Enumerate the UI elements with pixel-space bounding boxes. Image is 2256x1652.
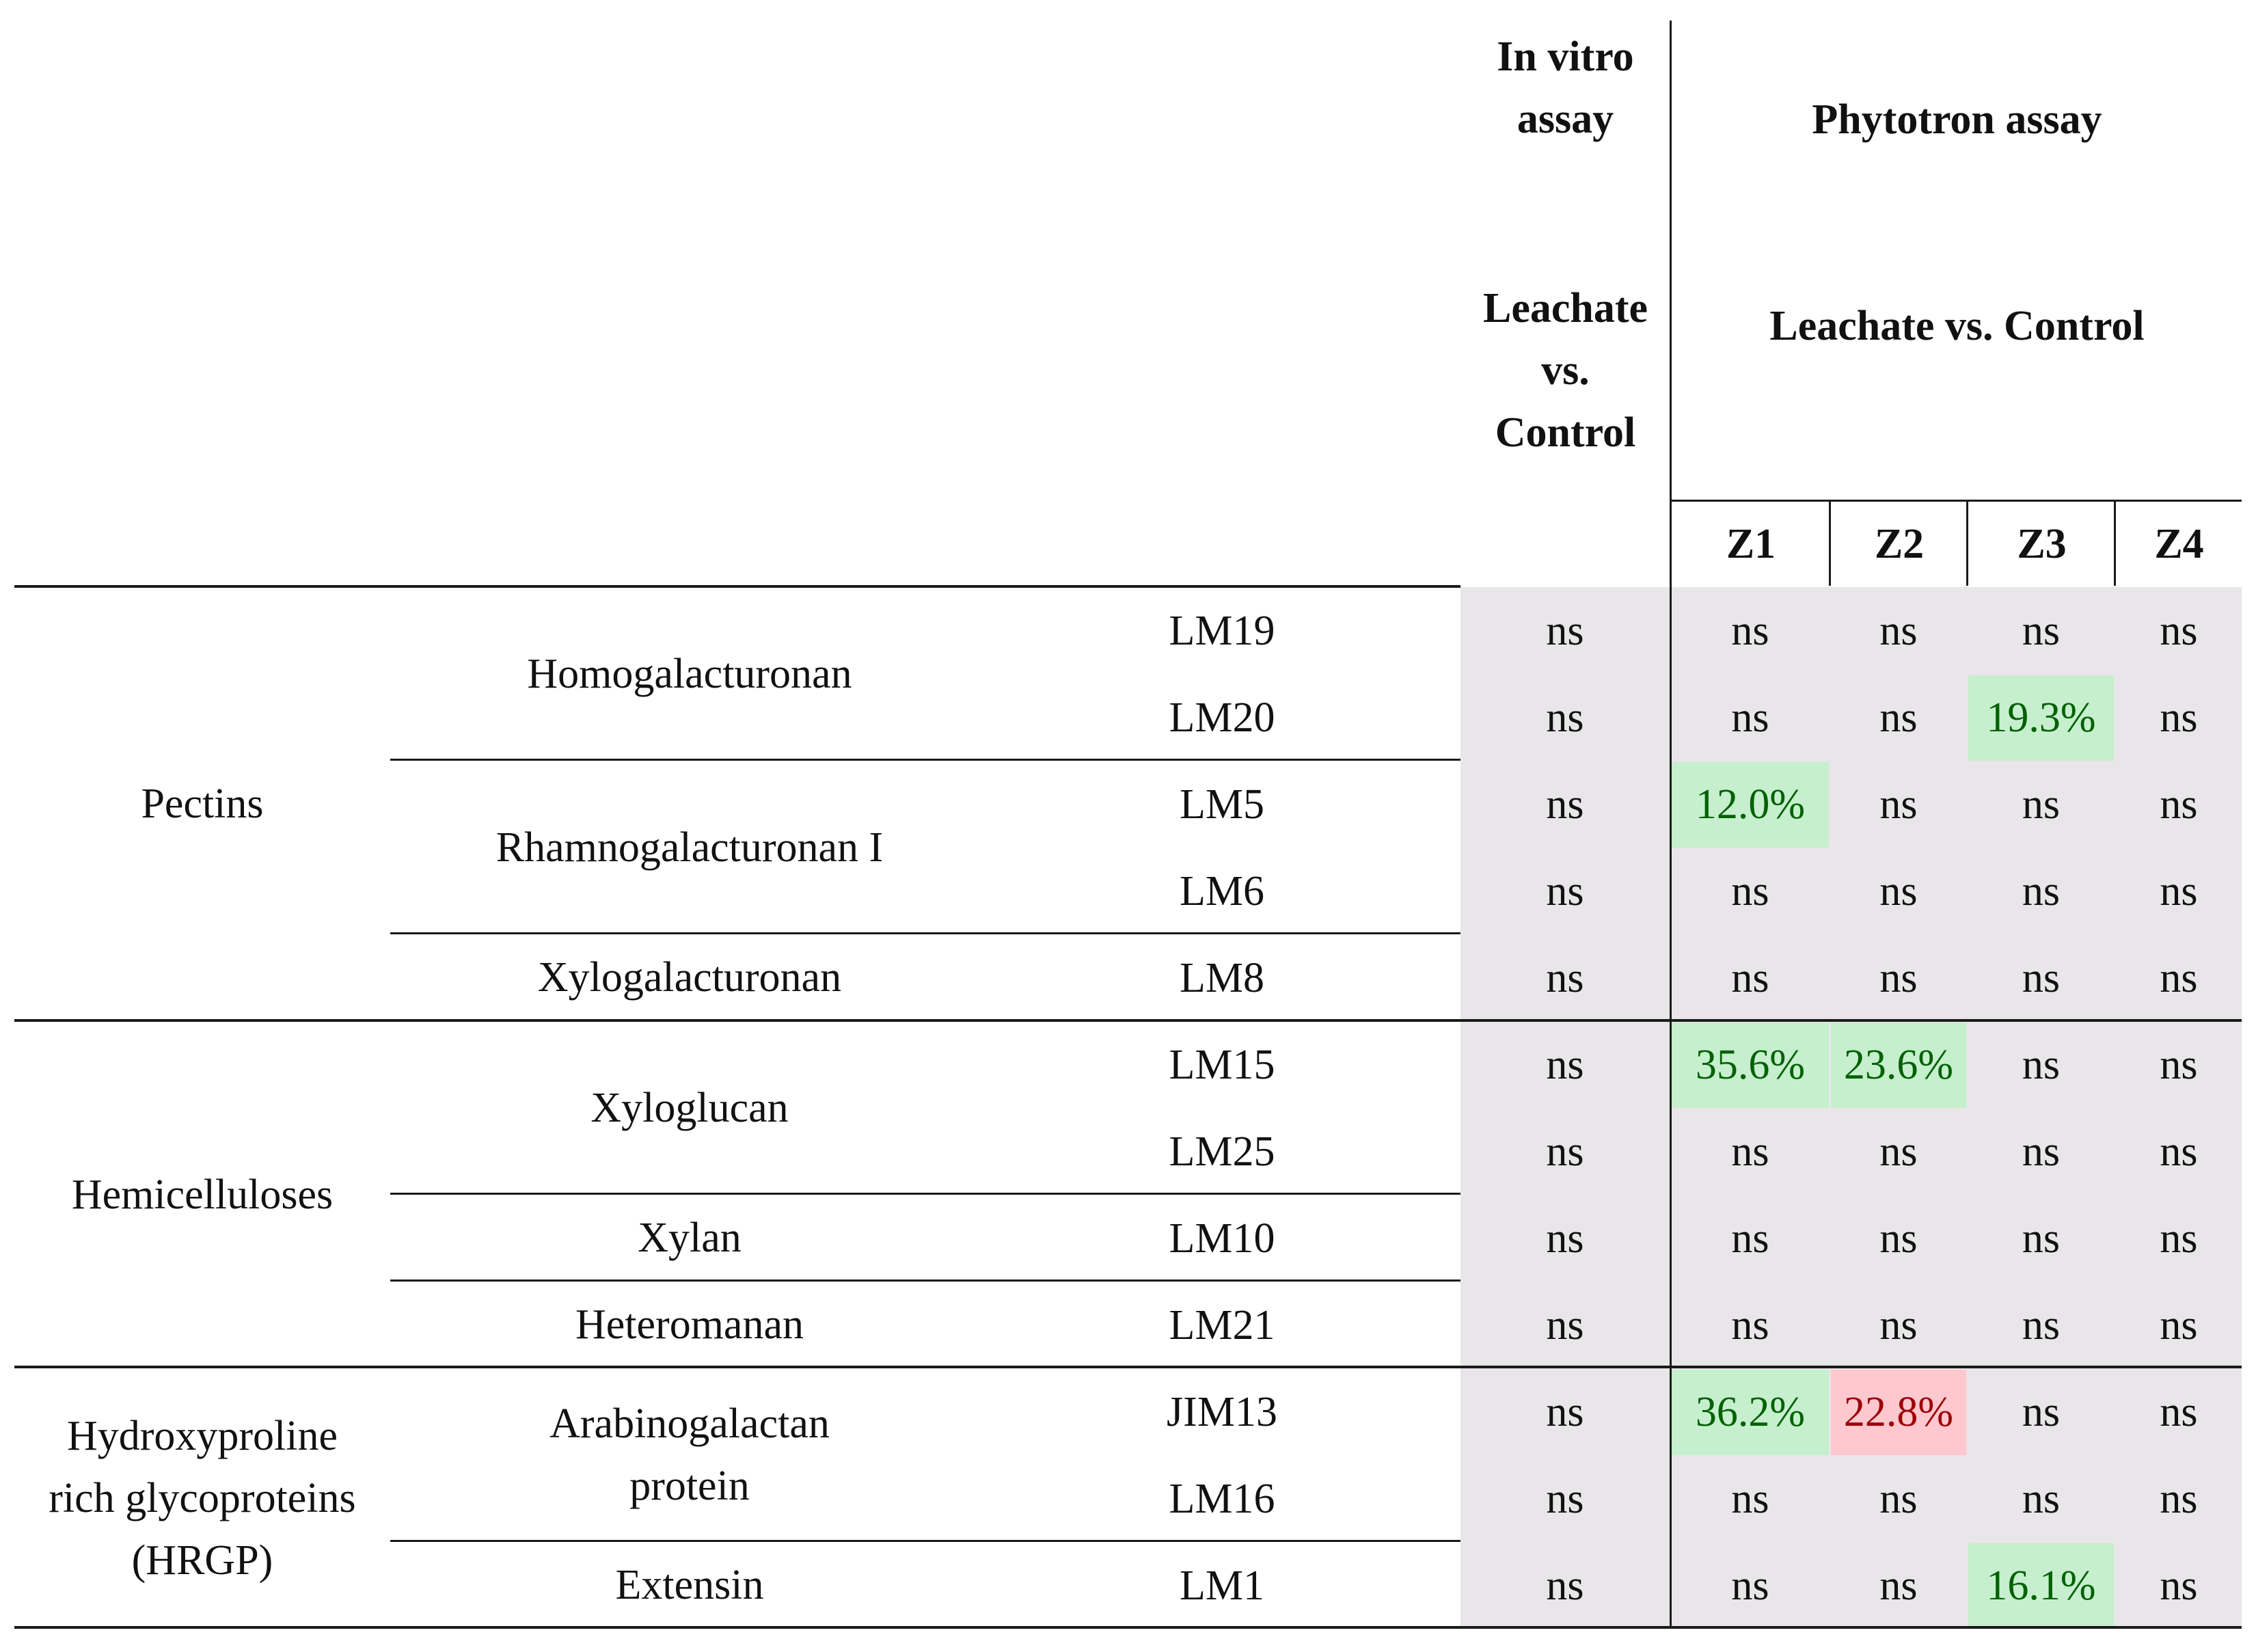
zone-z3-value: ns bbox=[2022, 781, 2061, 828]
zone-z1-value: ns bbox=[1731, 868, 1769, 915]
in-vitro-value: ns bbox=[1546, 1215, 1584, 1262]
group-label-hemicelluloses: Hemicelluloses bbox=[71, 1171, 334, 1218]
zone-z4-value: ns bbox=[2160, 1562, 2198, 1609]
header-zone-z2: Z2 bbox=[1874, 521, 1925, 567]
zone-z2-value: 23.6% bbox=[1831, 1023, 1966, 1108]
header-in-vitro-subtitle bbox=[1460, 275, 1670, 466]
subgroup-label-xyloglucan: Xyloglucan bbox=[590, 1084, 789, 1131]
header-zone-z3: Z3 bbox=[2017, 521, 2067, 567]
zone-z3-value: ns bbox=[2022, 1389, 2061, 1435]
zone-z2-value: ns bbox=[1879, 955, 1918, 1001]
zone-z2-value: ns bbox=[1879, 1215, 1918, 1262]
antibody-label: LM8 bbox=[1180, 955, 1264, 1001]
zone-z3-value: ns bbox=[2022, 608, 2061, 654]
zone-z3-value: ns bbox=[2022, 1302, 2061, 1349]
group-label-hrgp: Hydroxyproline rich glycoproteins (HRGP) bbox=[49, 1413, 356, 1584]
subgroup-rule-2 bbox=[390, 932, 1460, 934]
header-in-vitro-sub3: Control bbox=[1495, 409, 1636, 456]
header-in-vitro-line2: assay bbox=[1517, 96, 1614, 142]
subgroup-rule-5 bbox=[390, 1540, 1460, 1542]
header-in-vitro-title bbox=[1460, 25, 1670, 152]
zone-z4-value: ns bbox=[2160, 1476, 2198, 1522]
subgroup-rule-1 bbox=[390, 759, 1460, 761]
header-phytotron-subtitle: Leachate vs. Control bbox=[1769, 303, 2145, 349]
zone-z1-value: ns bbox=[1731, 1302, 1769, 1349]
zone-divider-3 bbox=[2114, 500, 2116, 586]
zone-z1-value: ns bbox=[1731, 1562, 1769, 1609]
antibody-label: LM19 bbox=[1169, 608, 1275, 654]
antibody-label: LM10 bbox=[1169, 1215, 1275, 1262]
antibody-label: LM5 bbox=[1180, 781, 1264, 828]
subgroup-label-homogalacturonan: Homogalacturonan bbox=[527, 650, 852, 697]
zone-z2-value: 22.8% bbox=[1831, 1370, 1966, 1455]
subgroup-rule-4 bbox=[390, 1279, 1460, 1282]
zone-z3-value: ns bbox=[2022, 1042, 2061, 1088]
zone-z3-value: ns bbox=[2022, 1128, 2061, 1175]
zone-z2-value: ns bbox=[1879, 868, 1918, 915]
zone-z4-value: ns bbox=[2160, 868, 2198, 915]
antibody-label: LM1 bbox=[1180, 1562, 1264, 1609]
header-phytotron-title: Phytotron assay bbox=[1812, 96, 2102, 143]
zone-z4-value: ns bbox=[2160, 1042, 2198, 1088]
zone-z4-value: ns bbox=[2160, 694, 2198, 741]
zone-z2-value: ns bbox=[1879, 1562, 1918, 1609]
antibody-label: LM6 bbox=[1180, 868, 1264, 915]
zone-divider-1 bbox=[1829, 500, 1831, 586]
zone-z2-value: ns bbox=[1879, 1302, 1918, 1349]
zone-z4-value: ns bbox=[2160, 1389, 2198, 1435]
zone-z1-value: ns bbox=[1731, 955, 1769, 1001]
in-vitro-value: ns bbox=[1546, 1128, 1584, 1175]
header-in-vitro-sub1: Leachate bbox=[1482, 285, 1648, 331]
zone-z1-value: ns bbox=[1731, 1476, 1769, 1522]
zone-z1-value: ns bbox=[1731, 1128, 1769, 1175]
zone-z2-value: ns bbox=[1879, 1128, 1918, 1175]
zone-z3-value: 16.1% bbox=[1968, 1543, 2114, 1629]
zone-divider-2 bbox=[1966, 500, 1968, 586]
in-vitro-value: ns bbox=[1546, 781, 1584, 828]
subgroup-label-rhamnogalacturonan-i: Rhamnogalacturonan I bbox=[495, 824, 884, 871]
zone-z1-value: ns bbox=[1731, 694, 1769, 741]
antibody-label: LM21 bbox=[1169, 1302, 1275, 1349]
header-zone-z1: Z1 bbox=[1726, 521, 1776, 567]
table-top-rule bbox=[14, 585, 1460, 588]
subgroup-label-arabinogalactan-protein: Arabinogalactan protein bbox=[549, 1400, 830, 1509]
in-vitro-value: ns bbox=[1546, 694, 1584, 741]
subgroup-label-xylan: Xylan bbox=[638, 1215, 742, 1261]
zone-z2-value: ns bbox=[1879, 1476, 1918, 1522]
zone-z3-value: ns bbox=[2022, 1476, 2061, 1522]
in-vitro-value: ns bbox=[1546, 1042, 1584, 1088]
zone-z4-value: ns bbox=[2160, 608, 2198, 654]
antibody-label: LM25 bbox=[1169, 1128, 1275, 1175]
zone-z1-value: ns bbox=[1731, 608, 1769, 654]
zone-z3-value: ns bbox=[2022, 955, 2061, 1001]
in-vitro-value: ns bbox=[1546, 955, 1584, 1001]
zone-z4-value: ns bbox=[2160, 955, 2198, 1001]
zone-z3-value: ns bbox=[2022, 868, 2061, 915]
zone-z4-value: ns bbox=[2160, 1302, 2198, 1349]
in-vitro-value: ns bbox=[1546, 1389, 1584, 1435]
zone-z1-value: 36.2% bbox=[1672, 1370, 1829, 1455]
zone-z1-value: 12.0% bbox=[1672, 762, 1829, 848]
in-vitro-value: ns bbox=[1546, 1302, 1584, 1349]
zone-z4-value: ns bbox=[2160, 1128, 2198, 1175]
zone-z3-value: ns bbox=[2022, 1215, 2061, 1262]
zone-z4-value: ns bbox=[2160, 1215, 2198, 1262]
zone-z2-value: ns bbox=[1879, 608, 1918, 654]
header-in-vitro-line1: In vitro bbox=[1497, 33, 1634, 80]
in-vitro-value: ns bbox=[1546, 608, 1584, 654]
in-vitro-value: ns bbox=[1546, 1476, 1584, 1522]
group-rule-hemicelluloses bbox=[14, 1019, 2242, 1022]
antibody-label: LM20 bbox=[1169, 694, 1275, 741]
group-label-pectins: Pectins bbox=[141, 781, 264, 827]
group-rule-hrgp bbox=[14, 1366, 2242, 1368]
zone-z1-value: ns bbox=[1731, 1215, 1769, 1262]
zone-header-top-line bbox=[1670, 500, 2242, 502]
zone-z2-value: ns bbox=[1879, 694, 1918, 741]
in-vitro-value: ns bbox=[1546, 1562, 1584, 1609]
zone-z2-value: ns bbox=[1879, 781, 1918, 828]
antibody-label: LM15 bbox=[1169, 1042, 1275, 1088]
subgroup-rule-3 bbox=[390, 1193, 1460, 1195]
subgroup-label-heteromanan: Heteromanan bbox=[575, 1301, 804, 1348]
antibody-label: JIM13 bbox=[1167, 1389, 1277, 1435]
zone-z4-value: ns bbox=[2160, 781, 2198, 828]
header-zone-z4: Z4 bbox=[2154, 521, 2204, 567]
header-vertical-divider bbox=[1670, 21, 1672, 1628]
in-vitro-value: ns bbox=[1546, 868, 1584, 915]
subgroup-label-xylogalacturonan: Xylogalacturonan bbox=[537, 954, 842, 1001]
table-bottom-rule bbox=[14, 1626, 2242, 1629]
antibody-label: LM16 bbox=[1169, 1476, 1275, 1522]
zone-z1-value: 35.6% bbox=[1672, 1023, 1829, 1108]
header-in-vitro-sub2: vs. bbox=[1541, 347, 1590, 394]
subgroup-label-extensin: Extensin bbox=[615, 1562, 764, 1608]
zone-z3-value: 19.3% bbox=[1968, 675, 2114, 761]
